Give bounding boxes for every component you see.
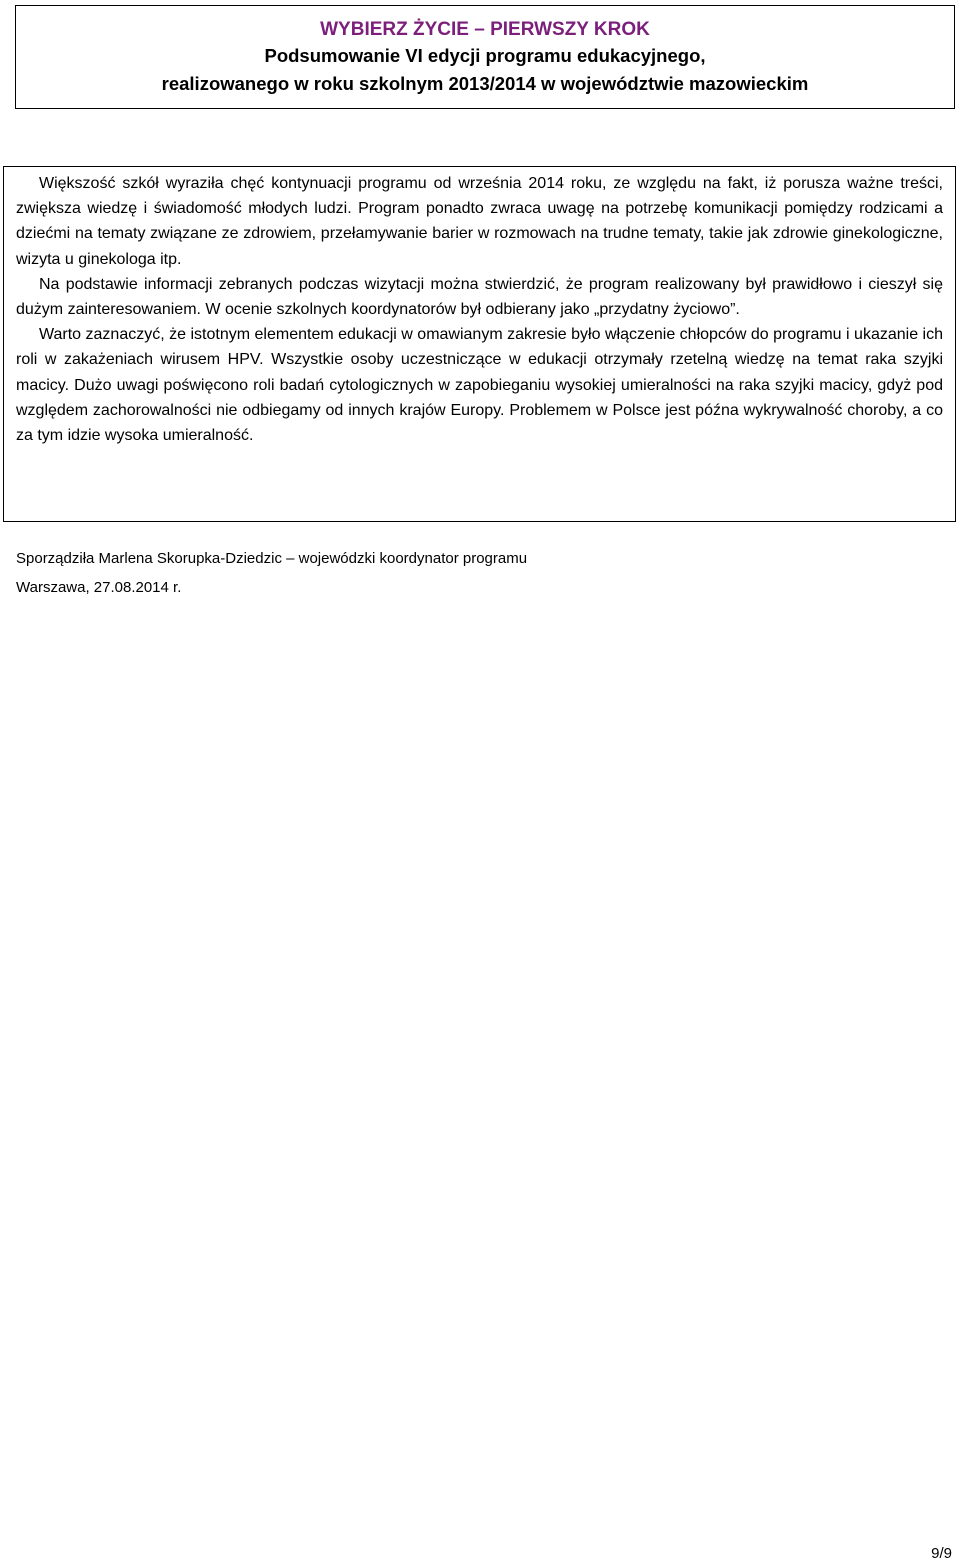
summary-paragraph-3: Warto zaznaczyć, że istotnym elementem edukacji w omawianym zakresie było włączenie chłopców do programu i ukazanie ich roli w zakażeniach wirusem HPV. Wszystkie osoby uczestniczące w edukacji otrzymały rzetelną wiedzę na temat raka szyjki macicy. Dużo uwagi poświęcono roli badań cytologicznych w zapobieganiu wysokiej umieralności na raka szyjki macicy, gdyż pod względem zachorowalności nie odbiegamy od innych krajów Europy. Problemem w Polsce jest późna wykrywalność choroby, a co za tym idzie wysoka umieralność. bbox=[16, 326, 943, 445]
summary-paragraph-1: Większość szkół wyraziła chęć kontynuacji programu od września 2014 roku, ze względu na fakt, iż porusza ważne treści, zwiększa wiedzę i świadomość młodych ludzi. Program ponadto zwraca uwagę na potrzebę komunikacji pomiędzy rodzicami a dziećmi na tematy związane ze zdrowiem, przełamywanie barier w rozmowach na trudne tematy, takie jak zdrowie ginekologiczne, wizyta u ginekologa itp. bbox=[16, 175, 943, 268]
document-header bbox=[15, 5, 955, 109]
program-title: WYBIERZ ŻYCIE – PIERWSZY KROK bbox=[320, 19, 650, 40]
summary-box bbox=[3, 166, 956, 522]
page-number: 9/9 bbox=[931, 1545, 952, 1562]
place-and-date: Warszawa, 27.08.2014 r. bbox=[16, 579, 182, 596]
summary-paragraph-2: Na podstawie informacji zebranych podczas wizytacji można stwierdzić, że program realizowany był prawidłowo i cieszył się dużym zainteresowaniem. W ocenie szkolnych koordynatorów był odbierany jako „przydatny życiowo”. bbox=[16, 275, 943, 319]
report-subtitle-line-2: realizowanego w roku szkolnym 2013/2014 w województwie mazowieckim bbox=[161, 73, 809, 94]
report-subtitle-line-1: Podsumowanie VI edycji programu edukacyjnego, bbox=[264, 45, 706, 66]
author-signature: Sporządziła Marlena Skorupka-Dziedzic – wojewódzki koordynator programu bbox=[16, 550, 528, 567]
